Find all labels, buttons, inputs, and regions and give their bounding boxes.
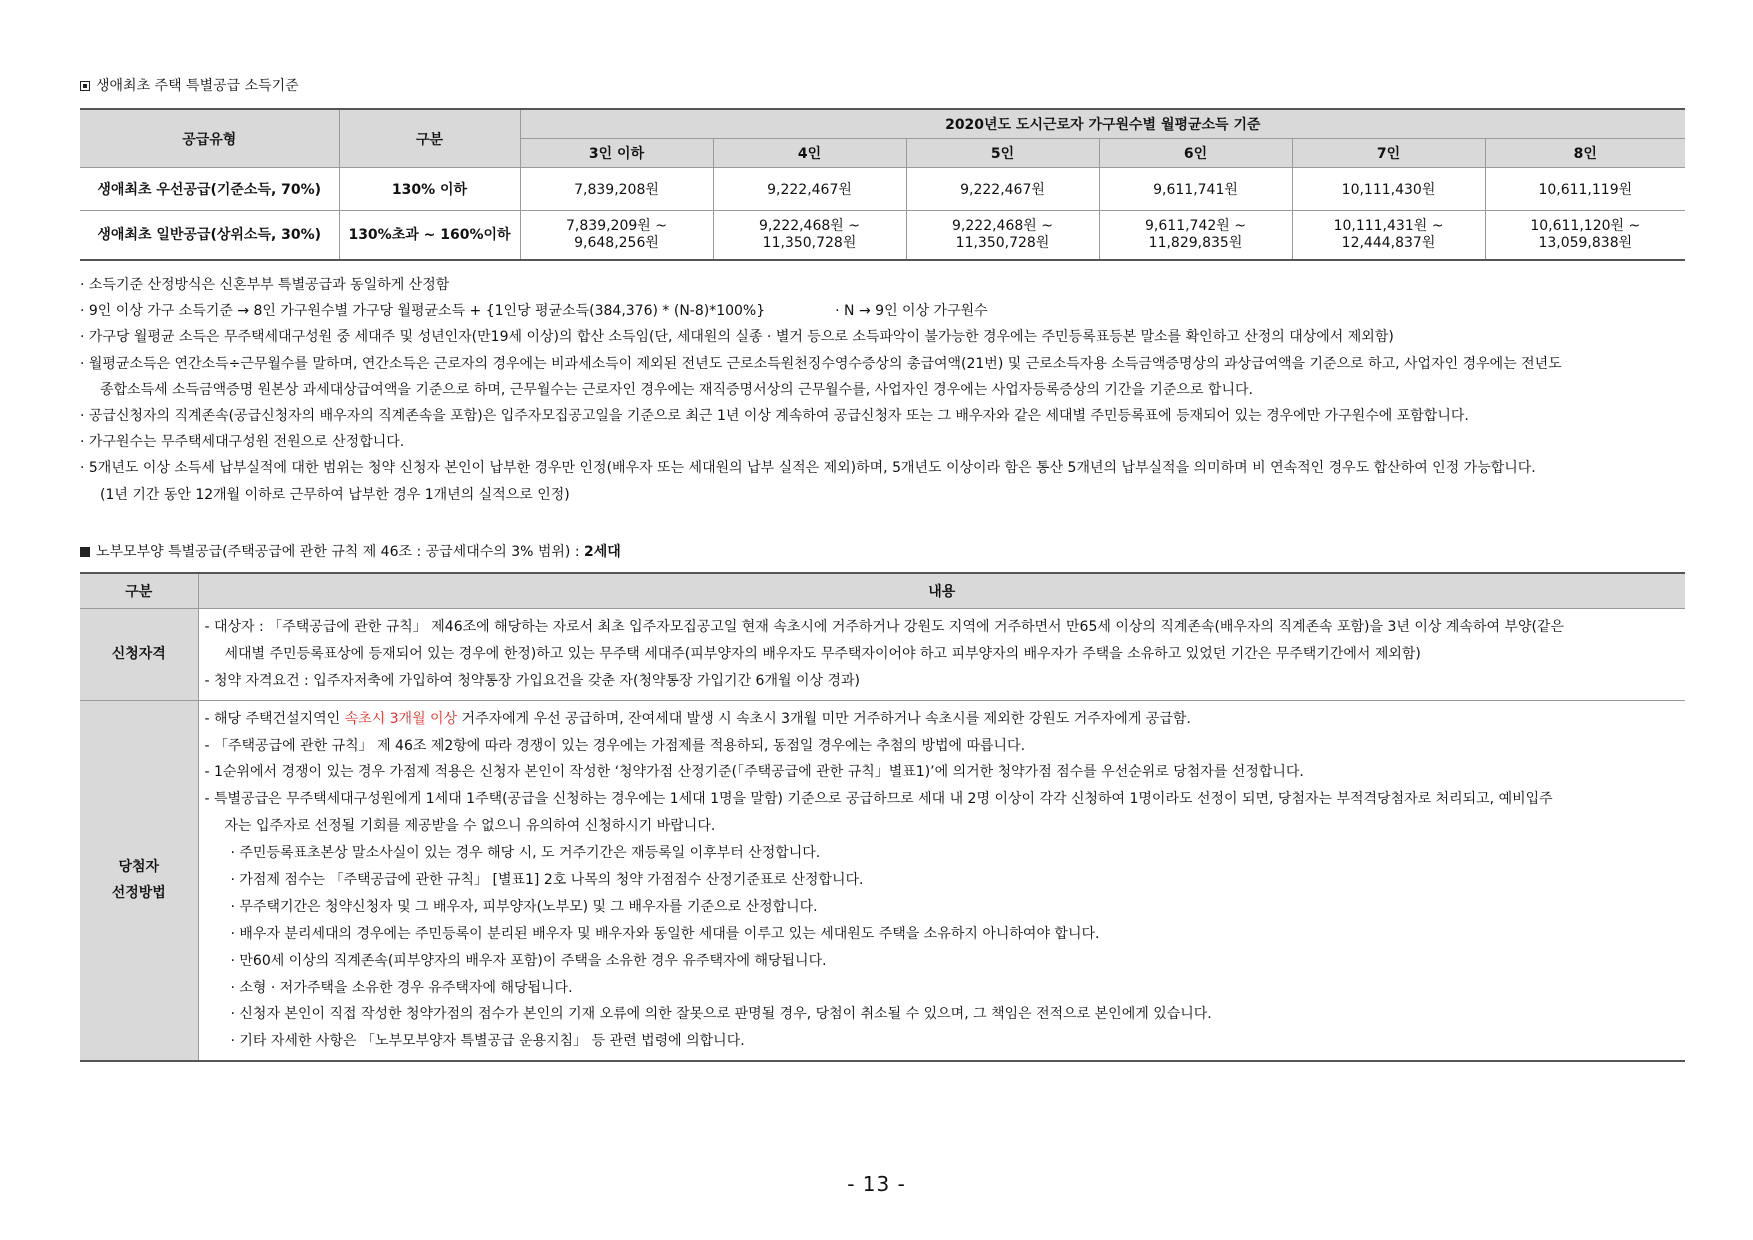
income-notes [80,272,1685,508]
row-division: 130%초과 ~ 160%이하 [339,211,520,261]
table-row [80,700,1685,1061]
income-range-cell: 9,222,468원 ~ 11,350,728원 [713,211,906,261]
income-range-cell: 10,111,431원 ~ 12,444,837원 [1292,211,1485,261]
elderly-parent-supply-table [80,572,1685,1062]
content-sub-line: · 배우자 분리세대의 경우에는 주민등록이 분리된 배우자 및 배우자와 동일한 세대를 이루고 있는 세대원도 주택을 소유하지 아니하여야 합니다. [230,925,1100,942]
income-range-cell: 9,222,468원 ~ 11,350,728원 [906,211,1099,261]
section2-title: 노부모부양 특별공급(주택공급에 관한 규칙 제 46조 : 공급세대수의 3% 범위) : 2세대 [80,541,621,561]
square-bullet-icon [80,547,90,557]
income-range-cell: 7,839,209원 ~ 9,648,256원 [520,211,713,261]
income-cell: 7,839,208원 [520,168,713,211]
header-income-group: 2020년도 도시근로자 가구원수별 월평균소득 기준 [520,109,1685,139]
note-line: · 공급신청자의 직계존속(공급신청자의 배우자의 직계존속을 포함)은 입주자모집공고일을 기준으로 최근 1년 이상 계속하여 공급신청자 또는 그 배우자와 같은 세대별 주민등록표에 등재되어 있는 경우에만 가구원수에 포함합니다. [80,407,1469,424]
note-line: · 9인 이상 가구 소득기준 → 8인 가구원수별 가구당 월평균소득 + {1인당 평균소득(384,376) * (N-8)*100%} · N → 9인 이상 가구원수 [80,303,988,320]
income-cell: 9,222,467원 [713,168,906,211]
content-sub-line: · 기타 자세한 사항은 「노부모부양자 특별공급 운용지침」 등 관련 법령에 의합니다. [230,1033,745,1050]
table-row [80,609,1685,701]
content-sub-line: · 만60세 이상의 직계존속(피부양자의 배우자 포함)이 주택을 소유한 경우 유주택자에 해당됩니다. [230,952,827,969]
row-division: 130% 이하 [339,168,520,211]
header-content: 내용 [198,573,1685,609]
note-line: · 가구원수는 무주택세대구성원 전원으로 산정합니다. [80,434,405,451]
content-line: 세대별 주민등록표상에 등재되어 있는 경우에 한정)하고 있는 무주택 세대주(피부양자의 배우자도 무주택자이어야 하고 피부양자의 배우자가 주택을 소유하고 있었던 기간은 무주택기간에서 제외함) [224,645,1421,662]
section1-title: 생애최초 주택 특별공급 소득기준 [80,75,299,95]
table-row [80,168,1685,211]
page-number: - 13 - [847,1172,906,1196]
square-bullet-icon [80,81,90,91]
content-line: - 「주택공급에 관한 규칙」 제 46조 제2항에 따라 경쟁이 있는 경우에는 가점제를 적용하되, 동점일 경우에는 추첨의 방법에 따릅니다. [204,737,1026,754]
note-n: · N → 9인 이상 가구원수 [835,303,988,320]
row-type: 생애최초 일반공급(상위소득, 30%) [80,211,339,261]
header-size: 3인 이하 [520,139,713,168]
content-sub-line: · 가점제 점수는 「주택공급에 관한 규칙」 [별표1] 2호 나목의 청약 가점점수 산정기준표로 산정합니다. [230,872,864,889]
header-size: 8인 [1485,139,1685,168]
content-line: - 청약 자격요건 : 입주자저축에 가입하여 청약통장 가입요건을 갖춘 자(청약통장 가입기간 6개월 이상 경과) [204,672,860,689]
note-line: · 5개년도 이상 소득세 납부실적에 대한 범위는 청약 신청자 본인이 납부한 경우만 인정(배우자 또는 세대원의 납부 실적은 제외)하며, 5개년도 이상이라 함은 통산 5개년의 납부실적을 의미하며 비 연속적인 경우도 합산하여 인정 가능합니다. [80,460,1536,477]
header-division: 구분 [80,573,198,609]
content-sub-line: · 주민등록표초본상 말소사실이 있는 경우 해당 시, 도 거주기간은 재등록일 이후부터 산정합니다. [230,845,821,862]
content-sub-line: · 신청자 본인이 직접 작성한 청약가점의 점수가 본인의 기재 오류에 의한 잘못으로 판명될 경우, 당첨이 취소될 수 있으며, 그 책임은 전적으로 본인에게 있습니다. [230,1006,1212,1023]
category-selection-method: 당첨자 선정방법 [80,700,198,1061]
content-sub-line: · 소형 · 저가주택을 소유한 경우 유주택자에 해당됩니다. [230,979,573,996]
income-range-cell: 10,611,120원 ~ 13,059,838원 [1485,211,1685,261]
note-line: (1년 기간 동안 12개월 이하로 근무하여 납부한 경우 1개년의 실적으로 인정) [100,486,570,503]
highlight-text: 속초시 3개월 이상 [344,710,458,727]
header-size: 4인 [713,139,906,168]
header-size: 5인 [906,139,1099,168]
income-cell: 10,611,119원 [1485,168,1685,211]
content-line: - 1순위에서 경쟁이 있는 경우 가점제 적용은 신청자 본인이 작성한 ‘청약가점 산정기준(「주택공급에 관한 규칙」별표1)’에 의거한 청약가점 점수를 우선순위로 당첨자를 선정합니다. [204,764,1304,781]
content-line: - 특별공급은 무주택세대구성원에게 1세대 1주택(공급을 신청하는 경우에는 1세대 1명을 말함) 기준으로 공급하므로 세대 내 2명 이상이 각각 신청하여 1명이라도 선정이 되면, 당첨자는 부적격당첨자로 처리되고, 예비입주 [204,791,1553,808]
row-type: 생애최초 우선공급(기준소득, 70%) [80,168,339,211]
content-line: 자는 입주자로 선정될 기회를 제공받을 수 없으니 유의하여 신청하시기 바랍니다. [224,818,716,835]
note-line: · 소득기준 산정방식은 신혼부부 특별공급과 동일하게 산정함 [80,277,450,293]
note-line: · 월평균소득은 연간소득÷근무월수를 말하며, 연간소득은 근로자의 경우에는 비과세소득이 제외된 전년도 근로소득원천징수영수증상의 총급여액(21번) 및 근로소득자용 소득금액증명상의 과상급여액을 기준으로 하고, 사업자인 경우에는 전년도 [80,355,1562,372]
income-cell: 9,222,467원 [906,168,1099,211]
income-cell: 10,111,430원 [1292,168,1485,211]
content-line: - 대상자 : 「주택공급에 관한 규칙」 제46조에 해당하는 자로서 최초 입주자모집공고일 현재 속초시에 거주하거나 강원도 지역에 거주하면서 만65세 이상의 직계존속(배우자의 직계존속 포함)을 3년 이상 계속하여 부양(같은 [204,619,1564,635]
eligibility-content [198,609,1685,701]
income-cell: 9,611,741원 [1099,168,1292,211]
income-range-cell: 9,611,742원 ~ 11,829,835원 [1099,211,1292,261]
selection-content [198,700,1685,1061]
category-eligibility: 신청자격 [80,609,198,701]
header-size: 6인 [1099,139,1292,168]
header-supply-type: 공급유형 [80,109,339,168]
note-line: · 가구당 월평균 소득은 무주택세대구성원 중 세대주 및 성년인자(만19세 이상)의 합산 소득임(단, 세대원의 실종 · 별거 등으로 소득파악이 불가능한 경우에는 주민등록표등본 말소를 확인하고 산정의 대상에서 제외함) [80,329,1394,346]
header-size: 7인 [1292,139,1485,168]
header-division: 구분 [339,109,520,168]
content-sub-line: · 무주택기간은 청약신청자 및 그 배우자, 피부양자(노부모) 및 그 배우자를 기준으로 산정합니다. [230,898,818,915]
income-criteria-table [80,108,1685,261]
table-row [80,211,1685,261]
note-line: 종합소득세 소득금액증명 원본상 과세대상급여액을 기준으로 하며, 근무월수는 근로자인 경우에는 재직증명서상의 근무월수를, 사업자인 경우에는 사업자등록증상의 기간을 기준으로 합니다. [100,381,1253,398]
content-line: - 해당 주택건설지역인 속초시 3개월 이상 거주자에게 우선 공급하며, 잔여세대 발생 시 속초시 3개월 미만 거주하거나 속초시를 제외한 강원도 거주자에게 공급함. [204,710,1191,727]
